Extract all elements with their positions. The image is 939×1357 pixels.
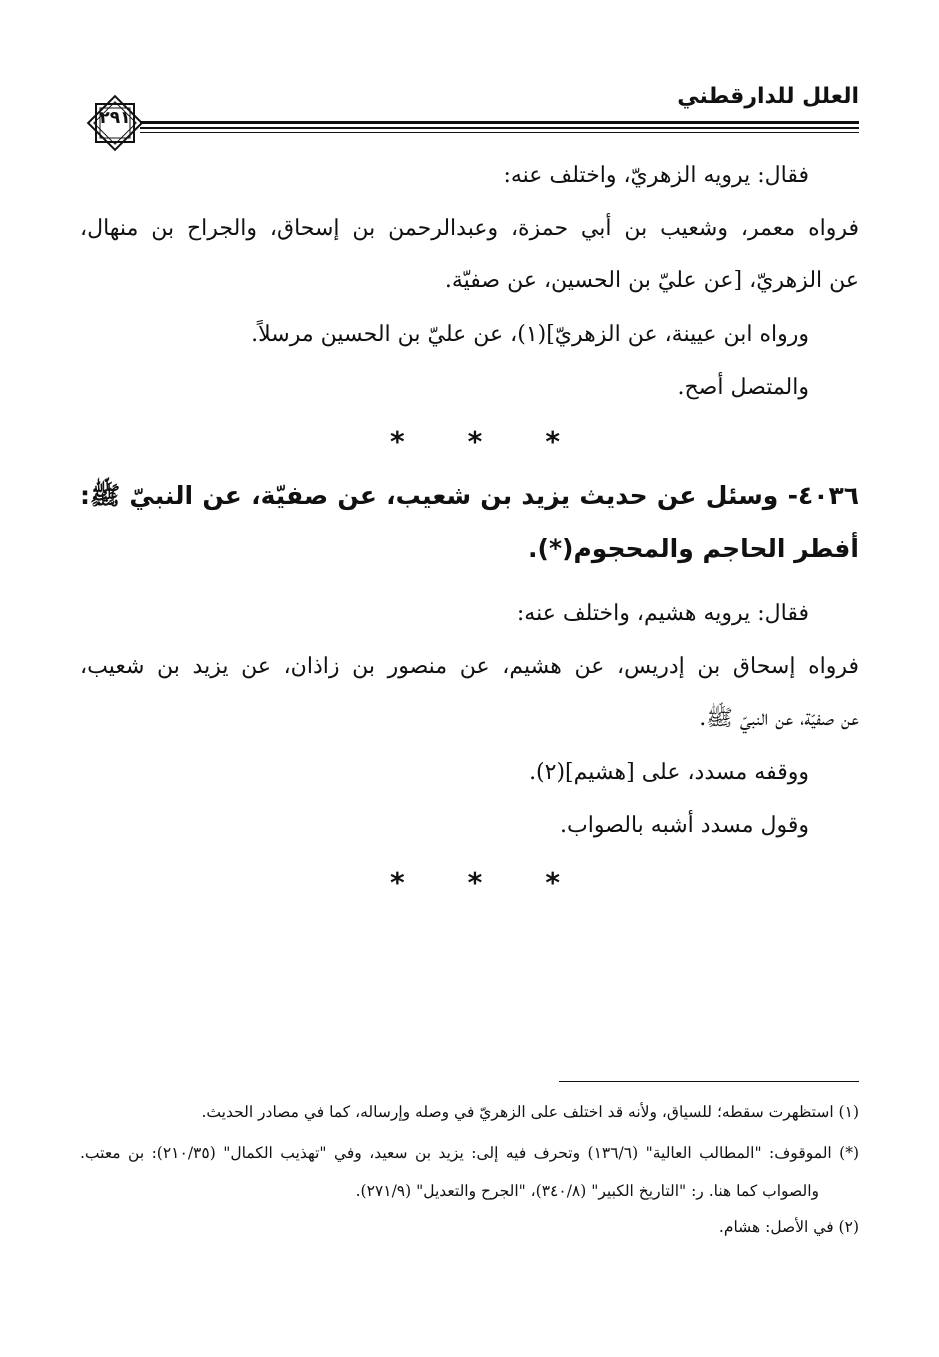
paragraph-line: عن صفيّة، عن النبيّ ﷺ. xyxy=(699,706,859,731)
question-heading-line: ٤٠٣٦- وسئل عن حديث يزيد بن شعيب، عن صفيّة، عن النبيّ ﷺ: xyxy=(80,481,859,510)
paragraph-line: فقال: يرويه الزهريّ، واختلف عنه: xyxy=(503,163,809,188)
running-header-title: العلل للدارقطني xyxy=(677,84,859,109)
separator-star: * xyxy=(390,866,405,899)
section-separator xyxy=(390,425,560,458)
paragraph-line: وقول مسدد أشبه بالصواب. xyxy=(560,813,809,838)
footnote-continuation: والصواب كما هنا. ر: "التاريخ الكبير" (٣٤٠/٨)، "الجرح والتعديل" (٢٧١/٩). xyxy=(355,1182,819,1200)
paragraph-line: فرواه إسحاق بن إدريس، عن هشيم، عن منصور بن زاذان، عن يزيد بن شعيب، xyxy=(80,654,859,679)
paragraph-line: فقال: يرويه هشيم، واختلف عنه: xyxy=(516,601,809,626)
header-rule xyxy=(140,121,859,124)
paragraph-line: والمتصل أصح. xyxy=(677,375,809,400)
paragraph-line: ووقفه مسدد، على [هشيم](٢). xyxy=(529,760,809,785)
question-heading-line: أفطر الحاجم والمحجوم(*). xyxy=(528,534,859,563)
paragraph-line: عن الزهريّ، [عن عليّ بن الحسين، عن صفيّة. xyxy=(444,268,859,293)
separator-star: * xyxy=(467,866,483,899)
header-rule xyxy=(140,132,859,133)
footnote-separator xyxy=(559,1081,859,1082)
separator-star: * xyxy=(545,425,560,458)
footnote: (١) استظهرت سقطه؛ للسياق، ولأنه قد اختلف على الزهريّ في وصله وإرساله، كما في مصادر الحديث. xyxy=(201,1103,859,1121)
separator-star: * xyxy=(545,866,560,899)
footnote: (*) الموقوف: "المطالب العالية" (١٣٦/٦) وتحرف فيه إلى: يزيد بن سعيد، وفي "تهذيب الكمال" (٢١٠/٣٥): بن معتب. xyxy=(80,1144,860,1162)
paragraph-line: فرواه معمر، وشعيب بن أبي حمزة، وعبدالرحمن بن إسحاق، والجراح بن منهال، xyxy=(80,216,859,241)
page-number: ٢٩١ xyxy=(99,108,131,128)
separator-star: * xyxy=(390,425,405,458)
header-rule xyxy=(140,127,859,129)
separator-star: * xyxy=(467,425,483,458)
footnote: (٢) في الأصل: هشام. xyxy=(718,1218,859,1236)
section-separator xyxy=(390,866,560,899)
paragraph-line: ورواه ابن عيينة، عن الزهريّ](١)، عن عليّ بن الحسين مرسلاً. xyxy=(251,322,809,347)
